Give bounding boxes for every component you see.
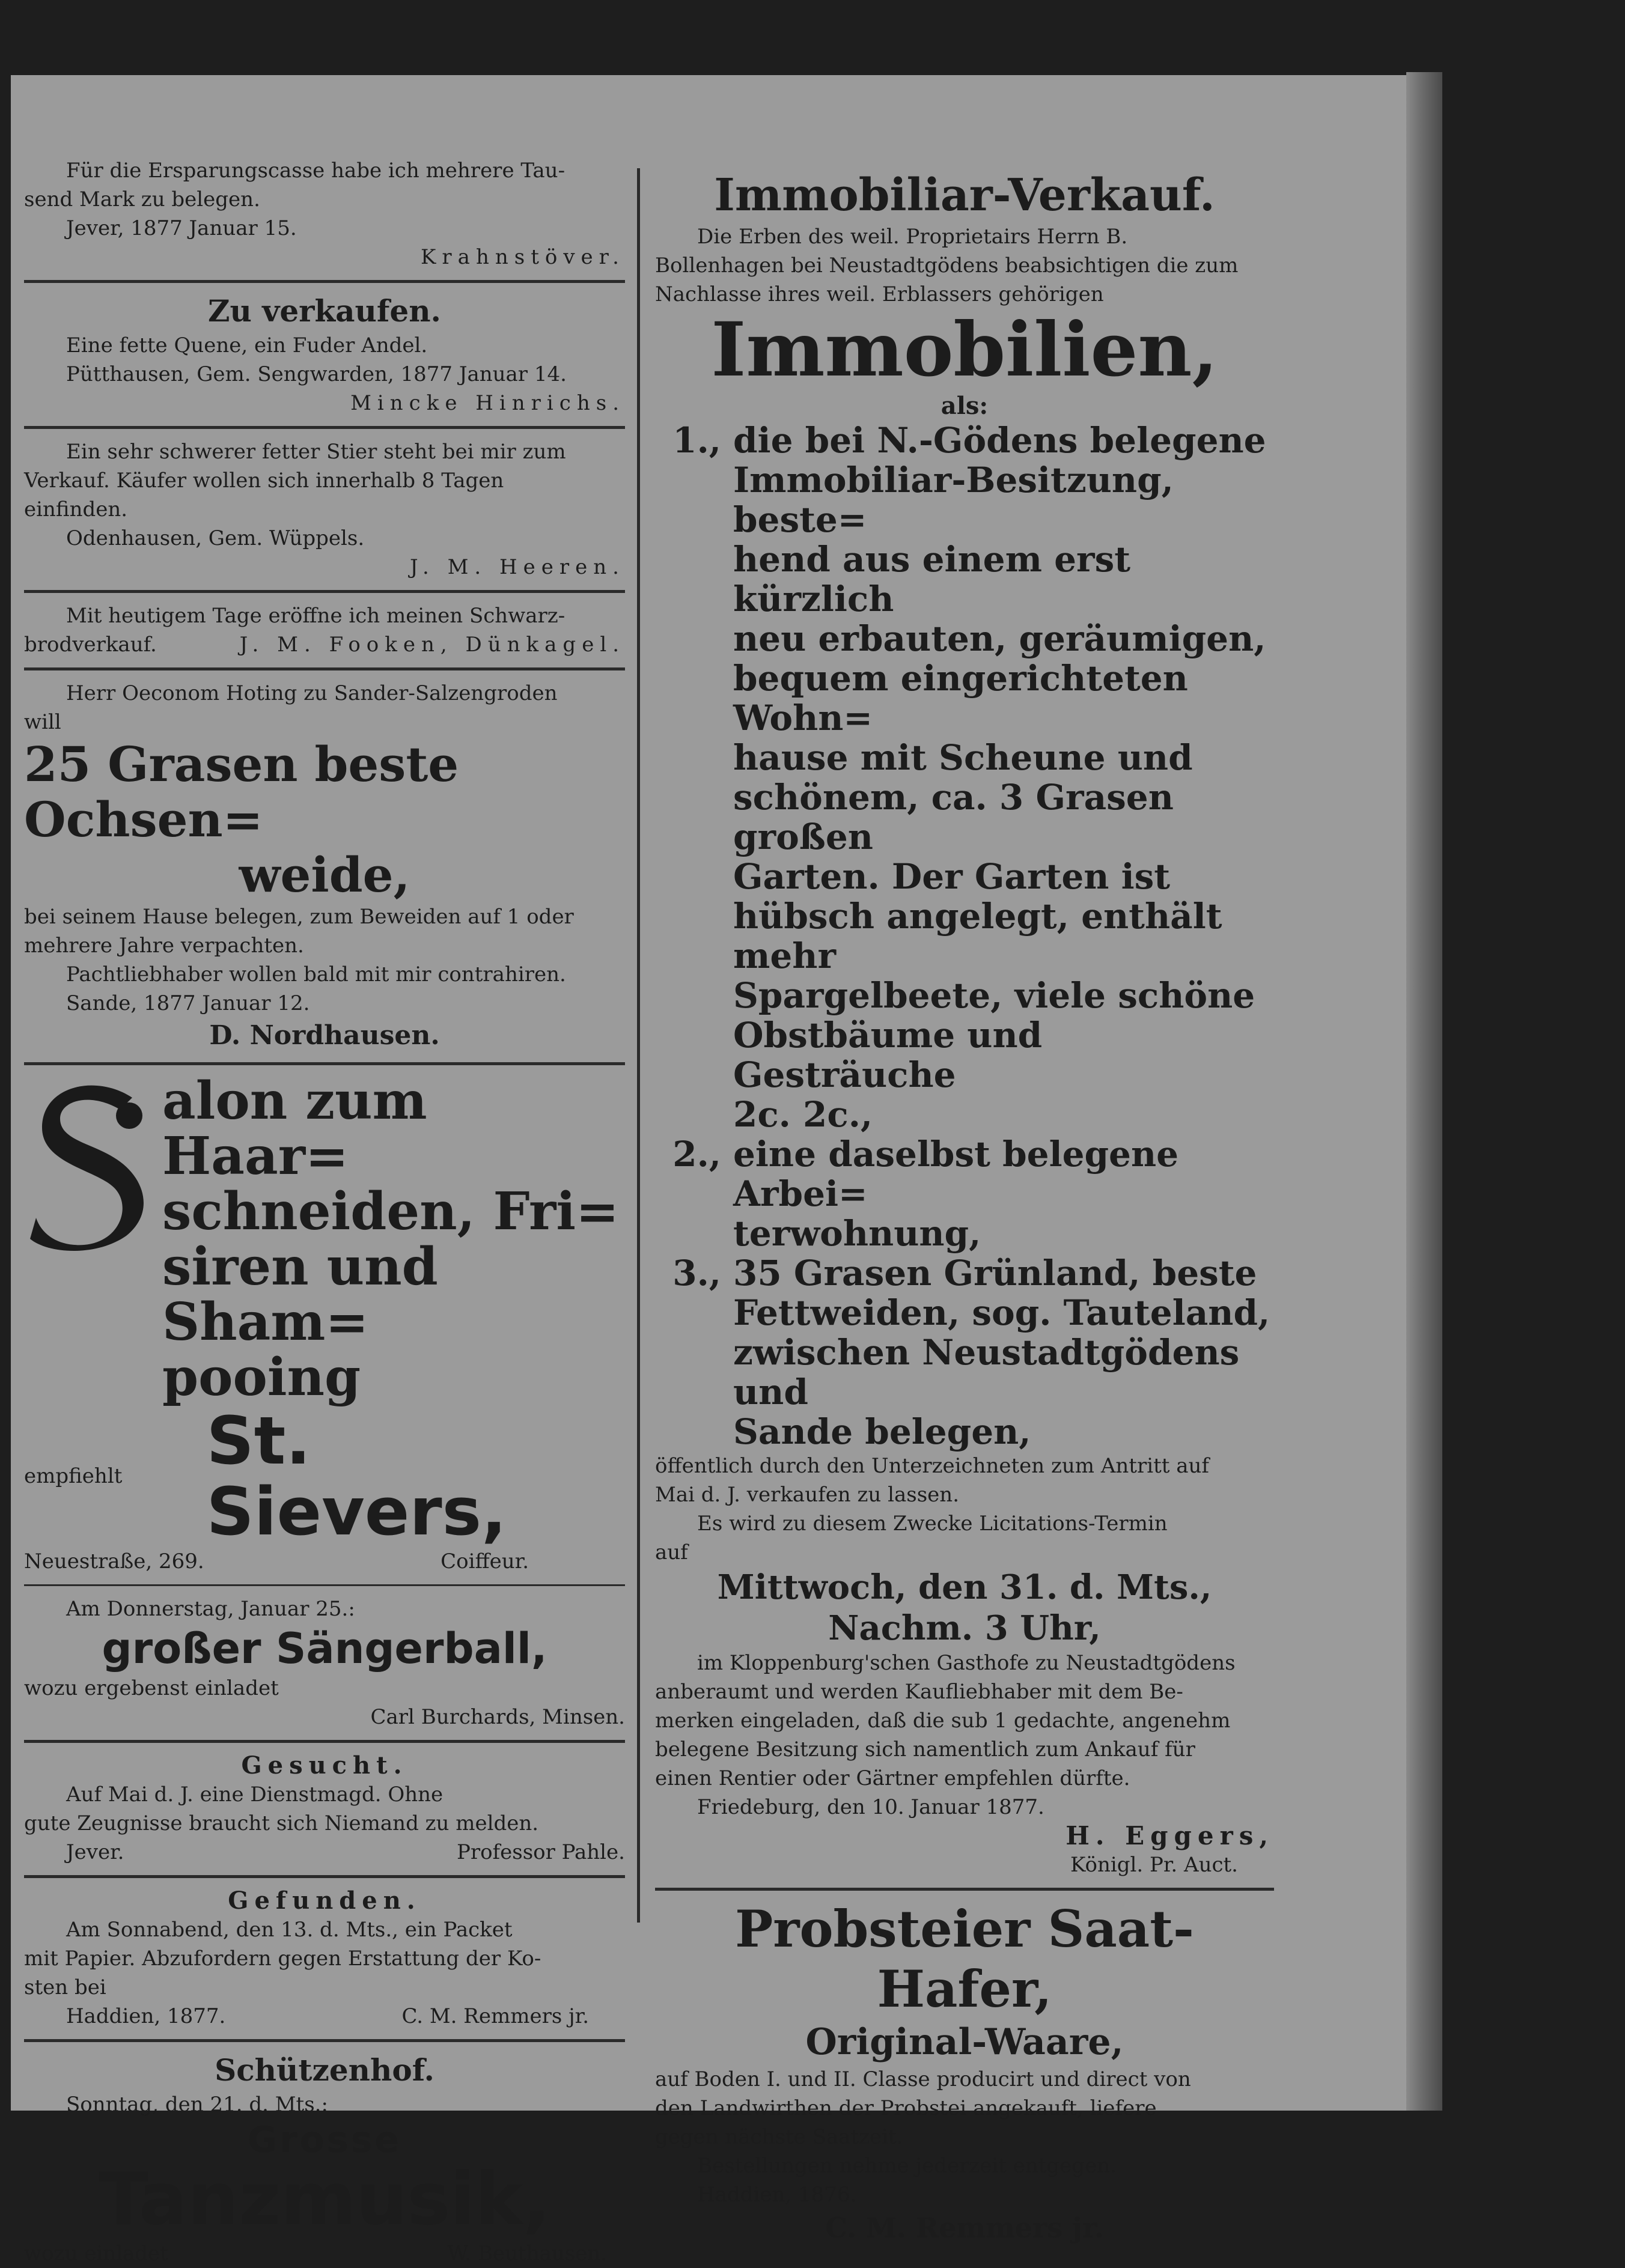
- text-line: Auf Mai d. J. eine Dienstmagd. Ohne: [66, 1783, 444, 1807]
- text-line: Herr Oeconom Hoting zu Sander-Salzengroden: [66, 681, 558, 705]
- signature: J. M. Fooken, Dünkagel.: [239, 633, 625, 657]
- divider: [24, 1740, 625, 1743]
- signature: D. Nordhausen.: [209, 1020, 440, 1051]
- text-line: wozu einladet: [24, 2242, 168, 2266]
- item-line: neu erbauten, geräumigen,: [733, 618, 1266, 659]
- item-line: hause mit Scheune und: [733, 737, 1193, 778]
- text-line: auf: [655, 1540, 688, 1564]
- item-line: schönem, ca. 3 Grasen großen: [733, 777, 1174, 857]
- signature-title: Königl. Pr. Auct.: [1070, 1853, 1238, 1877]
- text-line: Sonntag, den 21. d. Mts.:: [66, 2093, 328, 2117]
- signature: W. Beuthausen.: [447, 2242, 607, 2266]
- item-line: Spargelbeete, viele schöne: [733, 975, 1255, 1016]
- text-line: Verkauf. Käufer wollen sich innerhalb 8 Tagen: [24, 469, 504, 493]
- text-line: öffentlich durch den Unterzeichneten zum Antritt auf: [655, 1454, 1209, 1478]
- divider: [24, 1062, 625, 1065]
- text-line: wozu ergebenst einladet: [24, 1676, 279, 1700]
- ad-headline: pooing: [162, 1347, 361, 1408]
- ad-singing-ball: [24, 1595, 625, 1731]
- text-line: Die Erben des weil. Proprietairs Herrn B.: [697, 225, 1128, 249]
- item-line: hend aus einem erst kürzlich: [733, 539, 1131, 619]
- text-line: belegene Besitzung sich namentlich zum Ankauf für: [655, 1737, 1195, 1762]
- text-line: merken eingeladen, daß die sub 1 gedachte, angenehm: [655, 1709, 1231, 1733]
- item-line: die bei N.-Gödens belegene: [733, 420, 1266, 461]
- text-line: anberaumt und werden Kaufliebhaber mit dem Be-: [655, 1680, 1183, 1704]
- signature: H. Eggers,: [1066, 1821, 1274, 1850]
- text-line: Am Donnerstag, Januar 25.:: [66, 1597, 355, 1621]
- text-line: Für die Ersparungscasse habe ich mehrere Tau-: [66, 159, 566, 183]
- list-item: [655, 1134, 1274, 1253]
- text-line: will: [24, 710, 61, 734]
- ad-headline: Hafer,: [877, 1959, 1052, 2019]
- signature: J. M. Heeren.: [409, 555, 625, 579]
- text-line: einfinden.: [24, 497, 128, 521]
- divider: [655, 1888, 1274, 1891]
- signature: C. M. Remmers jr.: [825, 2212, 1104, 2244]
- ad-headline: Probsteier Saat-: [735, 1899, 1194, 1959]
- place: Odenhausen, Gem. Wüppels.: [66, 526, 365, 550]
- divider: [24, 667, 625, 670]
- item-line: terwohnung,: [733, 1213, 981, 1254]
- text-line: mehrere Jahre verpachten.: [24, 934, 304, 958]
- signature: Carl Burchards, Minsen.: [370, 1705, 625, 1729]
- text-line: als:: [941, 392, 989, 420]
- place-date: Haddien, 1877.: [66, 2004, 226, 2028]
- text-line: den Landwirthen der Probstei angekauft, liefere: [655, 2096, 1157, 2120]
- text-line: Bestellungen nehme jederzeit entgegen.: [697, 2154, 1117, 2178]
- item-line: hübsch angelegt, enthält mehr: [733, 896, 1222, 976]
- text-line: Pachtliebhaber wollen bald mit mir contrahiren.: [66, 962, 566, 987]
- text-line: Am Sonnabend, den 13. d. Mts., ein Packet: [66, 1918, 513, 1942]
- place-date: Haddien, 1876.: [697, 2183, 857, 2207]
- item-line: 2c. 2c.,: [733, 1094, 873, 1135]
- page-edge: [1406, 72, 1442, 2111]
- ad-for-sale: [24, 291, 625, 418]
- ad-headline: siren und Sham=: [162, 1236, 438, 1352]
- item-line: Garten. Der Garten ist: [733, 856, 1171, 897]
- ad-oats: [655, 1899, 1274, 2246]
- text-line: Eine fette Quene, ein Fuder Andel.: [66, 333, 428, 357]
- ad-headline: 25 Grasen beste Ochsen=: [24, 736, 459, 848]
- signature: Krahnstöver.: [421, 245, 625, 269]
- place-date: Jever, 1877 Januar 15.: [66, 216, 297, 240]
- item-number: 3.,: [672, 1253, 721, 1294]
- ad-pasture: [24, 679, 625, 1054]
- ad-headline: schneiden, Fri=: [162, 1181, 620, 1242]
- item-line: Immobiliar-Besitzung, beste=: [733, 460, 1174, 540]
- ad-bull-sale: [24, 437, 625, 582]
- text-line: gute Zeugnisse braucht sich Niemand zu melden.: [24, 1811, 539, 1835]
- item-line: bequem eingerichteten Wohn=: [733, 658, 1188, 738]
- auction-time: Nachm. 3 Uhr,: [828, 1608, 1101, 1648]
- ad-headline: Grosse: [247, 2119, 402, 2161]
- ad-headline: Immobilien,: [711, 306, 1218, 394]
- ad-heading: Zu verkaufen.: [208, 293, 441, 329]
- divider: [24, 1875, 625, 1878]
- item-line: Obstbäume und Gesträuche: [733, 1015, 1043, 1095]
- profession: Coiffeur.: [441, 1549, 529, 1573]
- ad-bread: [24, 601, 625, 659]
- place-date: Sande, 1877 Januar 12.: [66, 991, 310, 1015]
- text-line: auf Boden I. und II. Classe producirt und direct von: [655, 2067, 1191, 2091]
- ad-dance: [24, 2051, 625, 2268]
- text-line: mit Papier. Abzufordern gegen Erstattung der Ko-: [24, 1947, 541, 1971]
- text-line: send Mark zu belegen.: [24, 187, 260, 211]
- list-item: [655, 421, 1274, 1134]
- text-line: Mit heutigem Tage eröffne ich meinen Schwarz-: [66, 604, 566, 628]
- item-line: eine daselbst belegene Arbei=: [733, 1134, 1179, 1214]
- ad-heading: Gesucht.: [241, 1751, 408, 1780]
- right-column: [655, 90, 1274, 2246]
- ad-real-estate: [655, 168, 1274, 1879]
- signature: Professor Pahle.: [456, 1840, 625, 1864]
- text-line: gegen nächste Saatzeit.: [655, 2125, 903, 2149]
- ad-found: [24, 1886, 625, 2031]
- ad-heading: Immobiliar-Verkauf.: [714, 169, 1215, 221]
- signature: C. M. Remmers jr.: [401, 2004, 589, 2028]
- ad-headline: weide,: [239, 847, 410, 903]
- decorative-initial: [24, 1074, 162, 1254]
- left-column: [24, 90, 625, 2268]
- ad-heading: Schützenhof.: [215, 2052, 434, 2088]
- ad-savings-bank: [24, 156, 625, 272]
- item-line: Sande belegen,: [733, 1411, 1031, 1452]
- item-line: zwischen Neustadtgödens und: [733, 1332, 1240, 1412]
- text-line: sten bei: [24, 1975, 106, 1999]
- ad-headline: großer Sängerball,: [102, 1624, 547, 1673]
- list-item: [655, 1253, 1274, 1452]
- text-line: Pütthausen, Gem. Sengwarden, 1877 Januar 14.: [66, 362, 567, 386]
- place: Jever.: [66, 1840, 124, 1864]
- divider: [24, 590, 625, 593]
- ad-headline: St. Sievers,: [206, 1402, 507, 1550]
- text-line: bei seinem Hause belegen, zum Beweiden auf 1 oder: [24, 905, 574, 929]
- item-number: 2.,: [672, 1134, 721, 1175]
- text-line: Bollenhagen bei Neustadtgödens beabsichtigen die zum: [655, 254, 1239, 278]
- text-line: brodverkauf.: [24, 633, 157, 657]
- text-line: Mai d. J. verkaufen zu lassen.: [655, 1483, 959, 1507]
- column-divider: [637, 168, 640, 1923]
- divider: [24, 426, 625, 429]
- text-line: Nachlasse ihres weil. Erblassers gehörigen: [655, 282, 1104, 306]
- divider: [24, 280, 625, 283]
- divider: [24, 2039, 625, 2042]
- text-line: Es wird zu diesem Zwecke Licitations-Termin: [697, 1512, 1168, 1536]
- text-line: empfiehlt: [24, 1464, 123, 1488]
- item-line: 35 Grasen Grünland, beste: [733, 1253, 1257, 1294]
- text-line: im Kloppenburg'schen Gasthofe zu Neustadtgödens: [697, 1651, 1236, 1675]
- ad-heading: Gefunden.: [228, 1886, 421, 1915]
- ad-wanted: [24, 1751, 625, 1867]
- text-line: einen Rentier oder Gärtner empfehlen dürfte.: [655, 1766, 1130, 1790]
- place-date: Friedeburg, den 10. Januar 1877.: [697, 1795, 1044, 1819]
- signature: Mincke Hinrichs.: [350, 391, 625, 415]
- auction-date: Mittwoch, den 31. d. Mts.,: [717, 1567, 1212, 1607]
- address: Neuestraße, 269.: [24, 1549, 204, 1573]
- ad-headline: Tanzmusik,: [99, 2158, 550, 2242]
- ad-subheading: Original-Waare,: [805, 2021, 1124, 2063]
- text-line: Ein sehr schwerer fetter Stier steht bei mir zum: [66, 440, 566, 464]
- ad-salon: [24, 1071, 625, 1576]
- item-line: Fettweiden, sog. Tauteland,: [733, 1292, 1270, 1333]
- divider: [24, 1584, 625, 1586]
- ad-headline: alon zum Haar=: [162, 1071, 427, 1187]
- item-number: 1.,: [672, 420, 721, 461]
